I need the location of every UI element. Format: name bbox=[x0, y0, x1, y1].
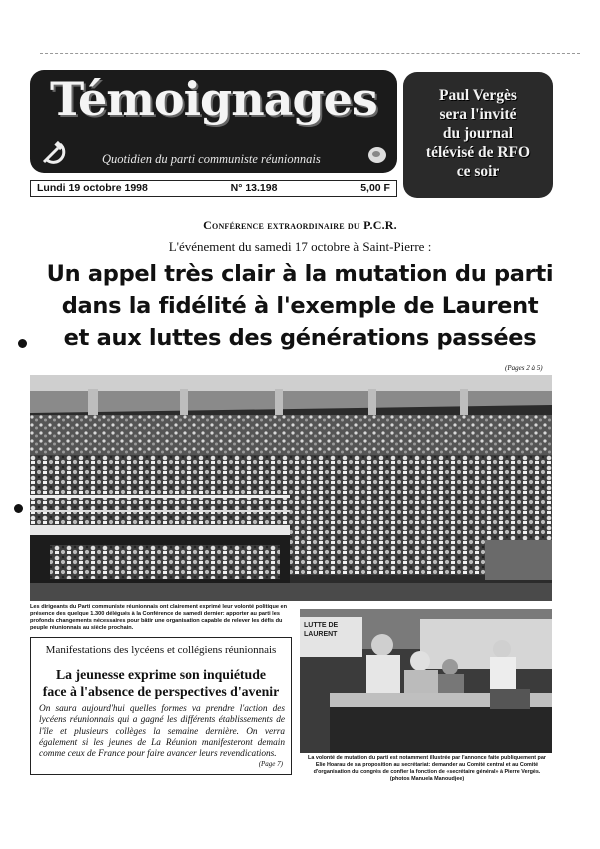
promo-line: du journal bbox=[442, 125, 514, 142]
promo-line: sera l'invité bbox=[439, 106, 517, 123]
masthead bbox=[30, 70, 397, 173]
headline-line: et aux luttes des générations passées bbox=[63, 325, 537, 351]
subkicker: L'événement du samedi 17 octobre à Saint-Pierre : bbox=[168, 239, 432, 254]
main-headline bbox=[0, 258, 600, 354]
box-headline-line: La jeunesse exprime son inquiétude bbox=[55, 667, 267, 682]
newspaper-title: Témoignages bbox=[50, 72, 377, 126]
box-page-reference: (Page 7) bbox=[258, 760, 283, 768]
main-photo-caption: Les dirigeants du Parti communiste réunionnais ont clairement exprimé leur volonté politique en présence des quelque 1.300 délégués à la Conférence de samedi dernier: apporter au parti les profonds changements nécessaires pour bâtir une organisation capable de relever les défis du peuple réunionnais au siècle prochain. bbox=[30, 604, 288, 631]
promo-line: télévisé de RFO bbox=[425, 144, 531, 161]
headline-line: Un appel très clair à la mutation du parti bbox=[46, 261, 554, 287]
issue-price: 5,00 F bbox=[360, 182, 390, 194]
newspaper-tagline: Quotidien du parti communiste réunionnais bbox=[102, 152, 321, 166]
youth-article-box bbox=[30, 637, 292, 775]
margin-dot bbox=[14, 504, 23, 513]
pages-reference: (Pages 2 à 5) bbox=[505, 364, 543, 372]
top-rule bbox=[40, 53, 580, 54]
dateline bbox=[30, 180, 397, 197]
kicker: Conférence extraordinaire du P.C.R. bbox=[203, 218, 397, 232]
box-kicker: Manifestations des lycéens et collégiens réunionnais bbox=[45, 644, 277, 656]
issue-date: Lundi 19 octobre 1998 bbox=[37, 182, 148, 194]
speakers-photo-caption: La volonté de mutation du parti est notamment illustrée par l'annonce faite publiquement par Elie Hoarau de sa proposition au secrétariat: demander au Comité central et au Comité d'organisation du congrès de confier la fonction de «secrétaire général» à Pierre Vergès. (photos Manuela Manoudjee) bbox=[308, 755, 546, 782]
promo-box bbox=[403, 72, 553, 198]
box-headline bbox=[31, 666, 291, 700]
box-body: On saura aujourd'hui quelles formes va prendre l'action des lycéens réunionnais qui a gagné les différents établissements de l'île et plusieurs collèges la semaine dernière. On verra également si les jeunes de La Réunion manifesteront demain comme ceux de France pour faire avancer leurs revendications. bbox=[39, 704, 285, 760]
headline-line: dans la fidélité à l'exemple de Laurent bbox=[61, 293, 539, 319]
promo-line: Paul Vergès bbox=[439, 87, 517, 104]
hammer-sickle-icon bbox=[38, 136, 70, 168]
speakers-photo bbox=[300, 609, 552, 753]
reunion-island-icon bbox=[366, 144, 388, 166]
issue-number: N° 13.198 bbox=[230, 182, 278, 194]
margin-dot bbox=[18, 339, 27, 348]
promo-line: ce soir bbox=[456, 163, 500, 180]
box-headline-line: face à l'absence de perspectives d'avenir bbox=[42, 684, 280, 699]
photo-two-banner: LUTTE DE LAURENT bbox=[304, 622, 339, 638]
crowd-photo bbox=[30, 375, 552, 601]
